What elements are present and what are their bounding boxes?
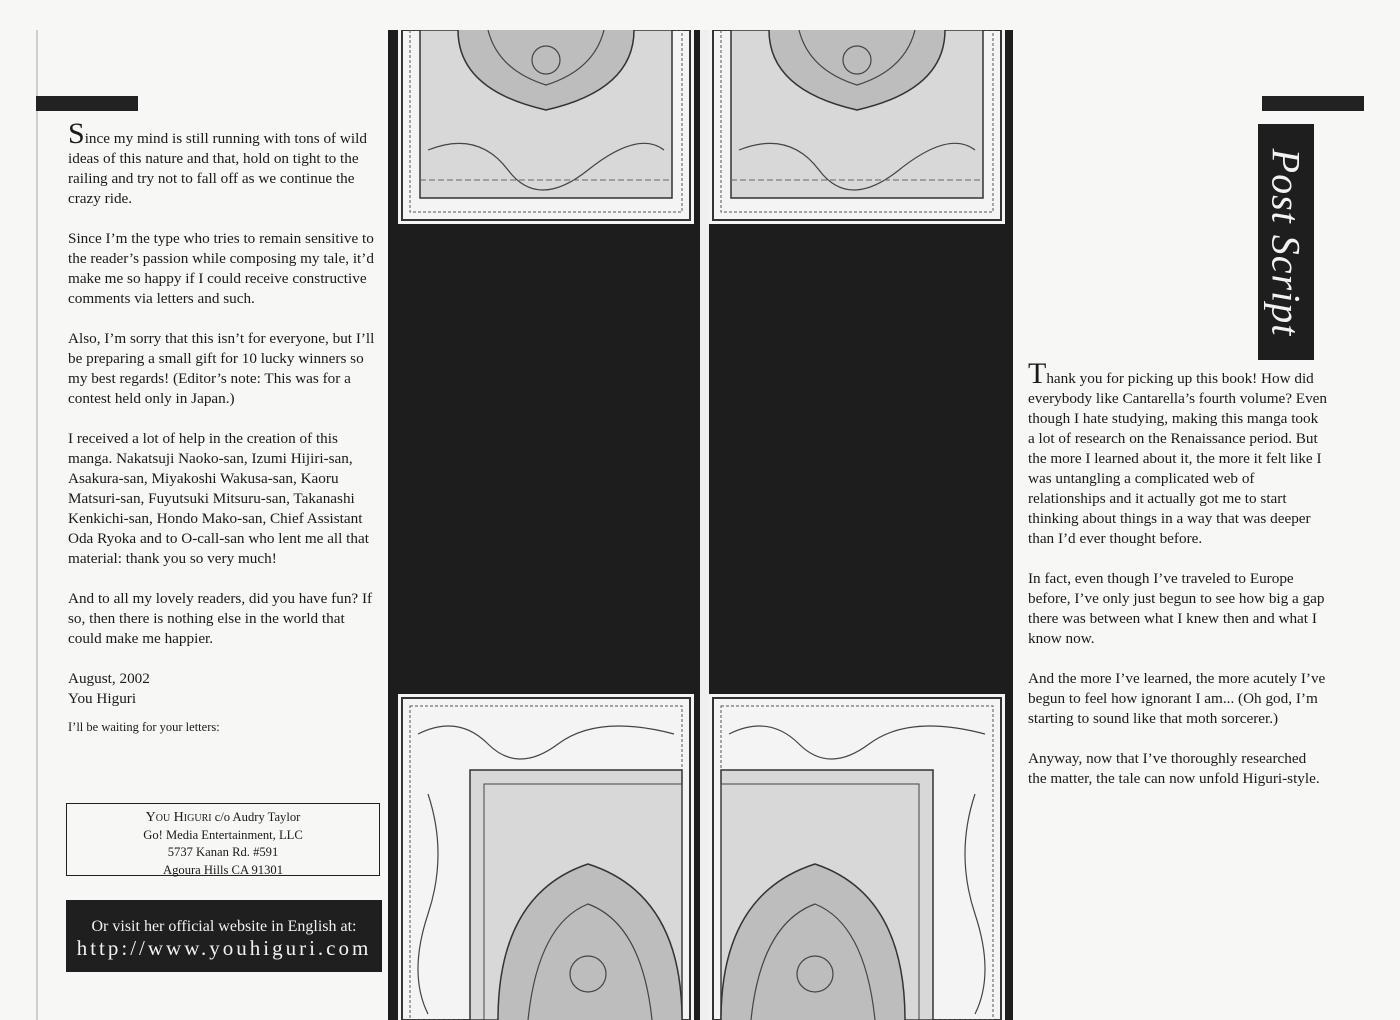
arabesque-ornament-icon <box>398 694 694 1020</box>
ornament-tile-bottom-right <box>709 694 1005 1020</box>
post-script-tab <box>1258 124 1314 360</box>
paragraph-1 <box>1028 357 1328 549</box>
header-bar-left <box>36 96 138 111</box>
drop-cap: S <box>68 117 85 150</box>
date: August, 2002 <box>68 670 150 687</box>
address-company: Go! Media Entertainment, LLC <box>143 827 303 842</box>
signature <box>68 669 380 709</box>
paragraph-1-text: ince my mind is still running with tons of wild ideas of this nature and that, hold on tight to the railing and try not to fall off as we continue the crazy ride. <box>68 130 367 207</box>
paragraph-2: In fact, even though I’ve traveled to Europe before, I’ve only just begun to see how big a gap there was between what I knew then and what I know now. <box>1028 570 1325 647</box>
ornament-tile-bottom-left <box>398 694 694 1020</box>
author: You Higuri <box>68 690 137 707</box>
page-fold <box>700 30 709 1020</box>
address-city: Agoura Hills CA 91301 <box>163 862 283 877</box>
mailing-address-box <box>66 803 380 876</box>
arabesque-ornament-icon <box>709 30 1005 224</box>
address-name-line <box>67 809 379 827</box>
ornament-tile-top-left <box>398 30 694 224</box>
address-street: 5737 Kanan Rd. #591 <box>167 845 279 859</box>
drop-cap: T <box>1028 357 1047 390</box>
paragraph-4: Anyway, now that I’ve thoroughly researched the matter, the tale can now unfold Higuri-style. <box>1028 750 1320 787</box>
address-attn: c/o Audry Taylor <box>214 810 301 824</box>
arabesque-ornament-icon <box>709 694 1005 1020</box>
right-text-column <box>1028 357 1328 809</box>
website-intro: Or visit her official website in English at: <box>91 918 357 935</box>
arabesque-ornament-icon <box>398 30 694 224</box>
paragraph-5: And to all my lovely readers, did you have fun? If so, then there is nothing else in the world that could make me happier. <box>68 590 373 647</box>
ornament-tile-top-right <box>709 30 1005 224</box>
paragraph-3: And the more I’ve learned, the more acutely I’ve begun to feel how ignorant I am... (Oh god, I’m starting to sound like that moth sorcerer.) <box>1028 670 1326 727</box>
website-url[interactable]: http://www.youhiguri.com <box>76 936 372 960</box>
paragraph-2: Since I’m the type who tries to remain sensitive to the reader’s passion while composing my tale, it’d make me so happy if I could receive constructive comments via letters and such. <box>68 230 374 307</box>
waiting-note: I’ll be waiting for your letters: <box>68 720 220 734</box>
paragraph-3: Also, I’m sorry that this isn’t for everyone, but I’ll be preparing a small gift for 10 lucky winners so my best regards! (Editor’s note: This was for a contest held only in Japan.) <box>68 330 375 407</box>
header-bar-right <box>1262 96 1364 111</box>
left-text-column <box>68 117 380 737</box>
paragraph-4: I received a lot of help in the creation of this manga. Nakatsuji Naoko-san, Izumi Hijiri-san, Asakura-san, Miyakoshi Wakusa-san, Kaoru Matsuri-san, Fuyutsuki Mitsuru-san, Takanashi Kenkichi-san, Hondo Mako-san, Chief Assistant Oda Ryoka and to O-call-san who lent me all that material: thank you so very much! <box>68 430 369 567</box>
website-box <box>66 900 382 972</box>
address-name: You Higuri <box>145 810 212 825</box>
paragraph-1 <box>68 117 380 209</box>
page-edge <box>36 30 38 1020</box>
post-script-title: Post Script <box>1263 148 1309 336</box>
paragraph-1-text: hank you for picking up this book! How did everybody like Cantarella’s fourth volume? Even though I hate studying, making this manga took a lot of research on the Renaissance period. But the more I learned about it, the more it felt like I was untangling a complicated web of relationships and it actually got me to start thinking about things in a way that was deeper than I’d ever thought before. <box>1028 370 1328 547</box>
